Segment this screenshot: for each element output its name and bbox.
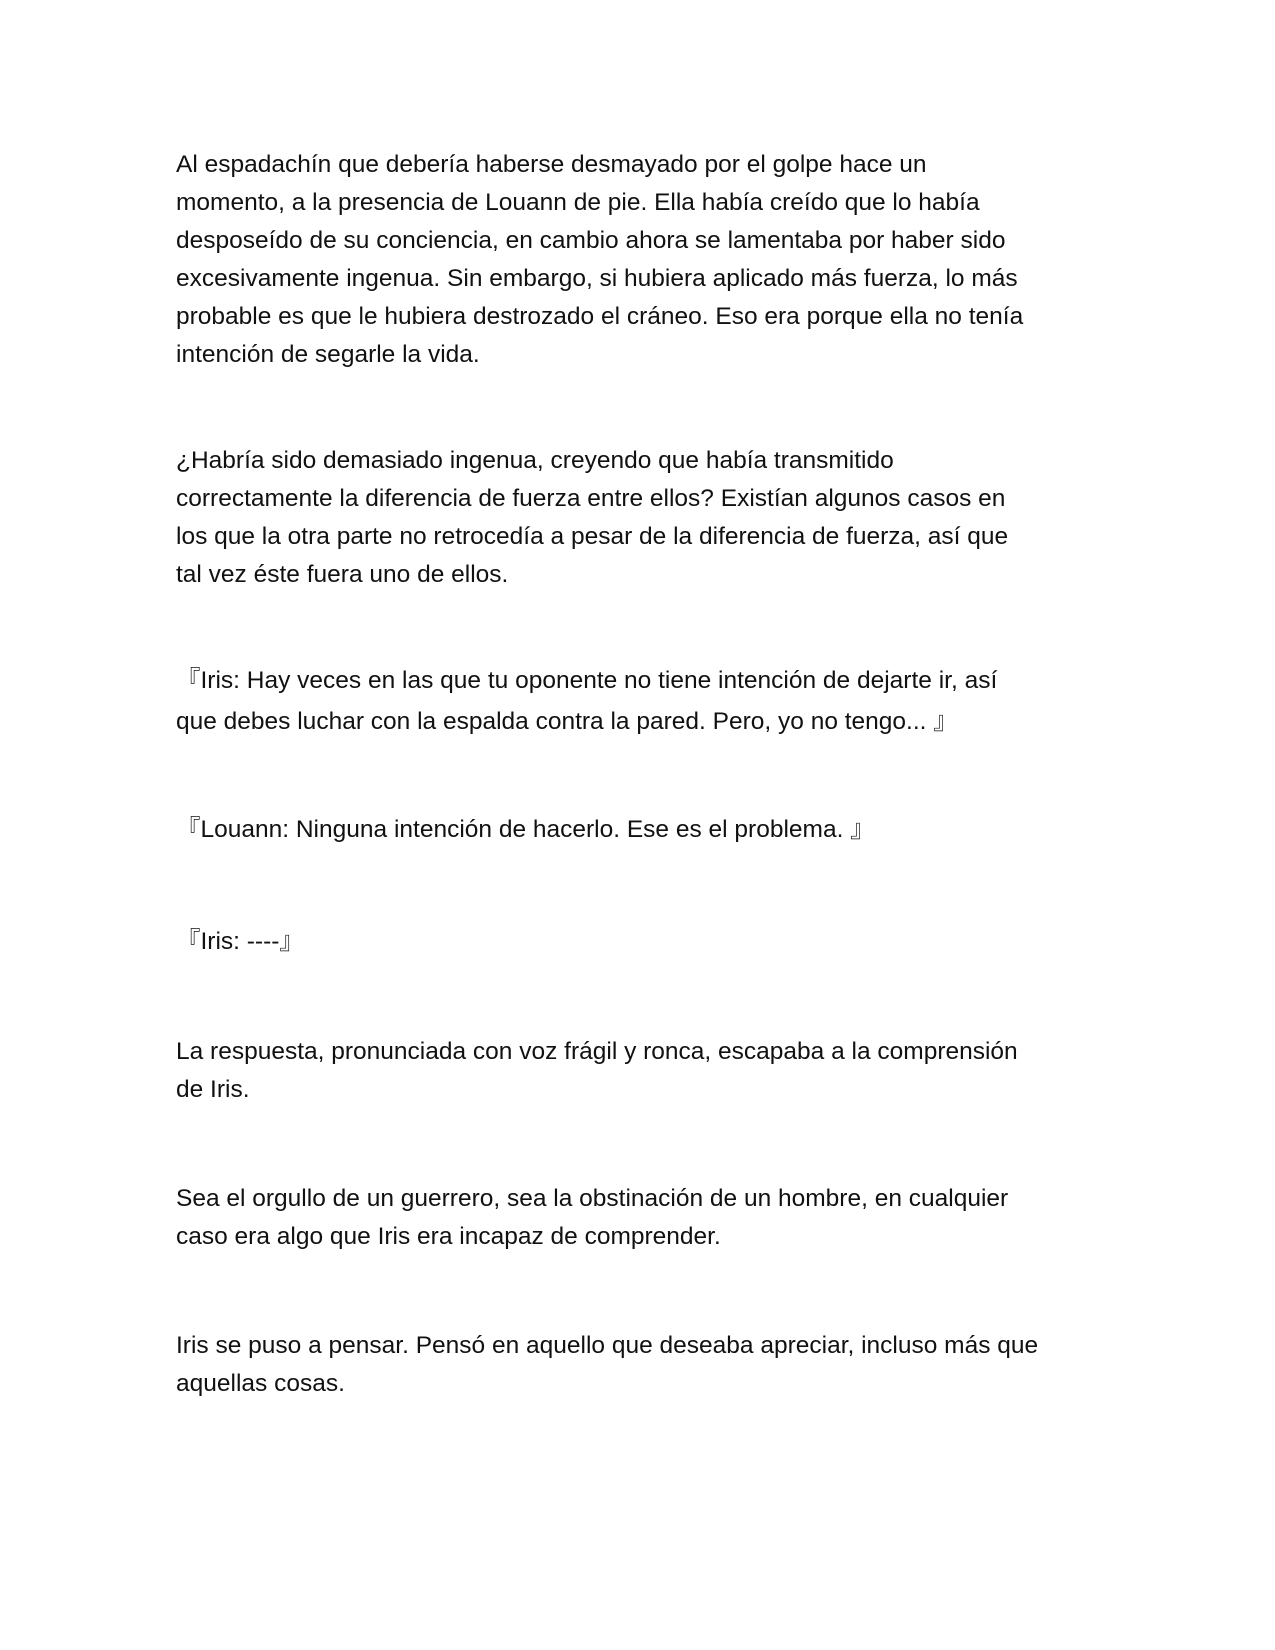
text-line: excesivamente ingenua. Sin embargo, si hubiera aplicado más fuerza, lo más: [176, 265, 1018, 292]
text-line: tal vez éste fuera uno de ellos.: [176, 561, 509, 588]
text-line: de Iris.: [176, 1076, 250, 1103]
text-line: Al espadachín que debería haberse desmayado por el golpe hace un: [176, 151, 927, 178]
text-line: La respuesta, pronunciada con voz frágil y ronca, escapaba a la comprensión: [176, 1038, 1018, 1065]
dialogue-louann: [176, 811, 1111, 849]
text-line: ¿Habría sido demasiado ingenua, creyendo que había transmitido: [176, 447, 894, 474]
text-line: los que la otra parte no retrocedía a pesar de la diferencia de fuerza, así que: [176, 523, 1009, 550]
text-line: intención de segarle la vida.: [176, 341, 480, 368]
paragraph-2: [176, 442, 1111, 594]
paragraph-4: [176, 1180, 1111, 1256]
paragraph-5: [176, 1327, 1111, 1403]
text-line: 『Louann: Ninguna intención de hacerlo. Ese es el problema. 』: [176, 816, 875, 843]
text-line: Iris se puso a pensar. Pensó en aquello que deseaba apreciar, incluso más que: [176, 1332, 1039, 1359]
text-line: probable es que le hubiera destrozado el cráneo. Eso era porque ella no tenía: [176, 303, 1024, 330]
paragraph-1: [176, 146, 1111, 374]
text-line: Sea el orgullo de un guerrero, sea la obstinación de un hombre, en cualquier: [176, 1185, 1009, 1212]
text-line: correctamente la diferencia de fuerza entre ellos? Existían algunos casos en: [176, 485, 1006, 512]
text-line: 『Iris: Hay veces en las que tu oponente no tiene intención de dejarte ir, así: [176, 667, 998, 694]
text-line: que debes luchar con la espalda contra la pared. Pero, yo no tengo... 』: [176, 708, 958, 735]
text-line: 『Iris: ----』: [176, 928, 304, 955]
text-line: desposeído de su conciencia, en cambio ahora se lamentaba por haber sido: [176, 227, 1006, 254]
text-line: aquellas cosas.: [176, 1370, 345, 1397]
text-line: caso era algo que Iris era incapaz de comprender.: [176, 1223, 721, 1250]
dialogue-iris-2: [176, 923, 1111, 961]
paragraph-3: [176, 1033, 1111, 1109]
dialogue-iris-1: [176, 660, 1111, 742]
text-line: momento, a la presencia de Louann de pie. Ella había creído que lo había: [176, 189, 980, 216]
